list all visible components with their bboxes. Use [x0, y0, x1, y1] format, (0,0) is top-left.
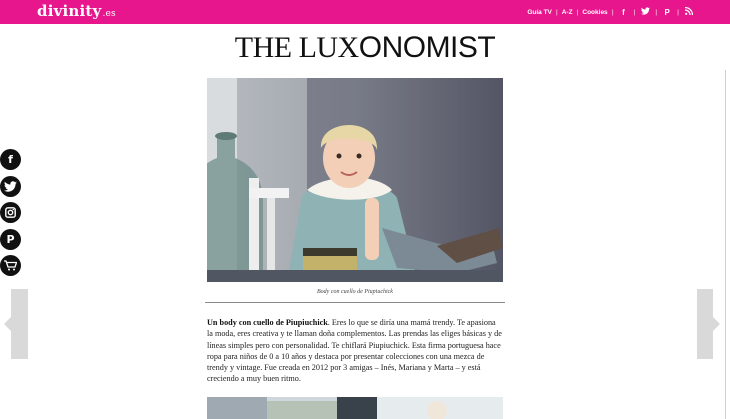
- nav-guia-tv[interactable]: Guía TV: [527, 8, 552, 16]
- nav-separator: |: [576, 8, 579, 16]
- image-caption: Body con cuello de Piupiuchick: [317, 289, 393, 295]
- luxonomist-logo[interactable]: THE LUXONOMIST: [234, 31, 496, 64]
- nav-separator: |: [655, 8, 658, 16]
- facebook-icon[interactable]: f: [622, 7, 625, 17]
- next-article-arrow[interactable]: [697, 289, 713, 359]
- rss-icon[interactable]: [683, 7, 695, 17]
- nav-separator: |: [611, 8, 614, 16]
- nav-separator: |: [633, 8, 636, 16]
- nav-separator: |: [677, 8, 679, 16]
- top-nav: [527, 0, 695, 24]
- article-text: [207, 317, 503, 385]
- pinterest-icon[interactable]: P: [664, 7, 670, 17]
- divider: [205, 302, 505, 303]
- article-body: . Eres lo que se diría una mamá trendy. Te apasiona la moda, eres creativa y te llaman doña complementos. Las prendas las eliges básicas y de líneas simples pero con personalidad. Te chiflará Piupiuchick. Esta firma portuguesa hace ropa para niños de 0 a 10 años y destaca por presentar colecciones con una mezca de trendy y vintage. Fue creada en 2012 por 3 amigas – Inés, Mariana y Marta – y está creciendo a muy buen ritmo.: [207, 318, 502, 384]
- twitter-icon[interactable]: [0, 176, 21, 197]
- chevron-right-icon: [713, 317, 720, 331]
- nav-cookies[interactable]: Cookies: [582, 8, 608, 16]
- divinity-logo[interactable]: divinity.es: [37, 2, 116, 20]
- nav-separator: |: [555, 8, 558, 16]
- scrollbar-track[interactable]: [725, 70, 726, 419]
- facebook-icon[interactable]: f: [0, 149, 21, 170]
- pinterest-icon[interactable]: P: [0, 229, 21, 250]
- top-bar: [0, 0, 730, 24]
- prev-article-arrow[interactable]: [11, 289, 28, 359]
- article-photo-2: [207, 397, 503, 419]
- article-photo: [207, 78, 503, 282]
- chevron-left-icon: [4, 317, 11, 331]
- article-lead: Un body con cuello de Piupiuchick: [207, 318, 328, 327]
- instagram-icon[interactable]: [0, 202, 21, 223]
- nav-a-z[interactable]: A-Z: [561, 8, 573, 16]
- side-social-bar: [0, 149, 22, 282]
- twitter-icon[interactable]: [639, 7, 651, 17]
- cart-icon[interactable]: [0, 255, 21, 276]
